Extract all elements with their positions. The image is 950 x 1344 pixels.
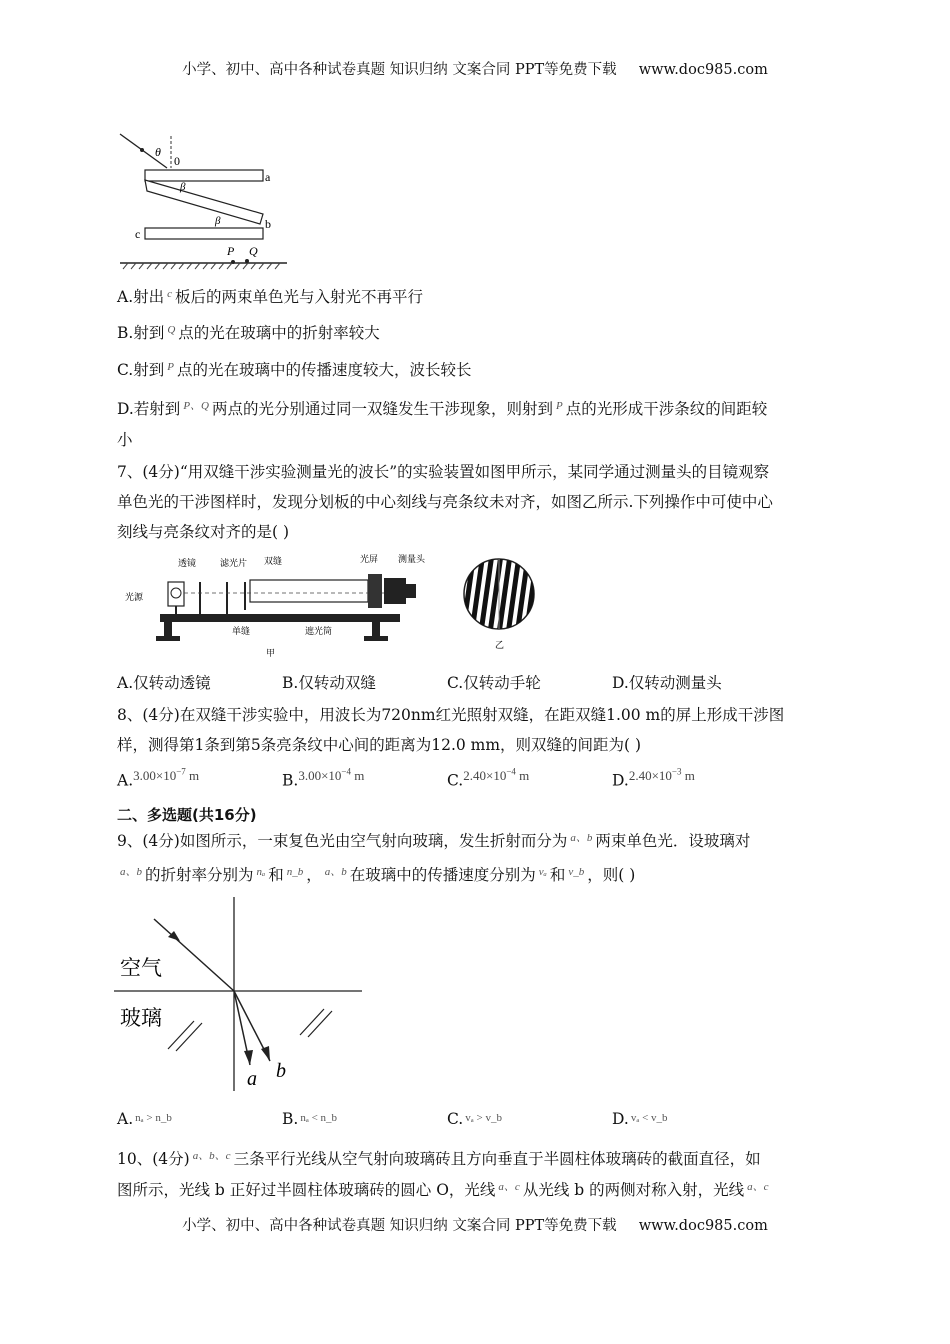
ray-a-label: a [247,1068,257,1090]
q7-option-c: C.仅转动手轮 [447,674,541,692]
q9-figure [110,895,366,1095]
screen-block [368,574,382,608]
measuring-head [384,578,406,604]
label-single-slit: 单缝 [232,626,251,636]
q10-line-2: 图所示，光线 b 正好过半圆柱体玻璃砖的圆心 O，光线 $^{a、c}$ 从光线 b 的两侧对称入射，光线 $^{a、c}$ [117,1181,769,1199]
ground-hatch [123,263,280,269]
label-screen: 光屏 [360,554,379,564]
rail-foot-left [156,636,180,641]
shading-tube [250,580,368,602]
q6-option-a: A.射出 $^c$ 板后的两束单色光与入射光不再平行 [117,288,424,306]
tilted-plate [145,180,263,224]
label-filter: 滤光片 [220,558,248,568]
q9-option-b: B. nₐ < n_b [282,1110,338,1128]
rail-leg-left [164,622,172,636]
page-footer [0,1214,950,1235]
point-p-label: P [227,244,235,258]
footer-text: 小学、初中、高中各种试卷真题 知识归纳 文案合同 PPT等免费下载 [182,1218,617,1234]
label-jia: 甲 [266,648,276,658]
q8-option-d: D.$^{2.40\times 10^{-3} m}$ [612,767,695,790]
rail-leg-right [372,622,380,636]
q8-line-2: 样，测得第1条到第5条亮条纹中心间的距离为12.0 mm，则双缝的间距为( ) [117,736,642,754]
q8-option-c: C.$^{2.40\times 10^{-4} m}$ [447,767,530,790]
section-title: 二、多选题(共16分) [117,806,257,824]
q6-option-c: C.射到 $^P$ 点的光在玻璃中的传播速度较大，波长较长 [117,361,472,379]
label-head: 测量头 [398,554,426,564]
q7-option-a: A.仅转动透镜 [117,674,211,692]
plate-c [145,228,263,239]
q9-option-a: A. nₐ > n_b [117,1110,172,1128]
glass-label: 玻璃 [120,1006,162,1030]
beta-label-2: β [215,215,221,227]
header-text: 小学、初中、高中各种试卷真题 知识归纳 文案合同 PPT等免费下载 [182,62,617,78]
q6-option-b: B.射到 $^Q$ 点的光在玻璃中的折射率较大 [117,324,380,342]
origin-label: 0 [174,154,180,168]
ray-a-arrow [244,1050,253,1065]
q9-option-d: D. vₐ < v_b [612,1110,668,1128]
q10-line-1: 10、(4分) $^{a、b、c}$ 三条平行光线从空气射向玻璃砖且方向垂直于半圆柱体玻璃砖的截面直径，如 [117,1150,761,1168]
q6-figure [115,128,295,270]
beta-label-1: β [180,181,186,193]
q7-line-2: 单色光的干涉图样时，发现分划板的中心刻线与亮条纹未对齐，如图乙所示.下列操作中可使中心 [117,493,773,511]
ray-arrow-dot [140,148,144,152]
air-label: 空气 [120,956,162,980]
label-tube: 遮光筒 [305,626,333,636]
bulb [171,588,181,598]
label-lens: 透镜 [178,558,197,568]
plate-b-label: b [265,217,271,231]
q8-option-b: B.$^{3.00\times 10^{-4} m}$ [282,767,365,790]
label-double-slit: 双缝 [264,556,283,566]
q8-option-a: A.$^{3.00\times 10^{-7} m}$ [117,767,200,790]
plate-a-label: a [265,170,271,184]
label-yi: 乙 [495,640,505,650]
q6-option-d-tail: 小 [117,431,133,449]
rail-foot-right [364,636,388,641]
eyepiece [406,584,416,598]
q7-figure-yi [462,554,538,654]
q7-option-b: B.仅转动双缝 [282,674,376,692]
q7-figure-jia [120,552,438,662]
ray-b-label: b [276,1060,286,1082]
point-q-label: Q [249,244,258,258]
label-source: 光源 [125,592,144,602]
plate-a [145,170,263,181]
q8-line-1: 8、(4分)在双缝干涉实验中，用波长为720nm红光照射双缝，在距双缝1.00 m的屏上形成干涉图 [117,706,785,724]
q7-line-3: 刻线与亮条纹对齐的是( ) [117,523,290,541]
q9-line-1: 9、(4分)如图所示，一束复色光由空气射向玻璃，发生折射而分为 $^{a、b}$ 两束单色光．设玻璃对 [117,832,751,850]
hatch [300,1009,324,1035]
q9-option-c: C. vₐ > v_b [447,1110,502,1128]
q9-line-2: $^{a、b}$ 的折射率分别为 $^{n_a}$ 和 $^{n\_b}$ ， $^{a、b}$ 在玻璃中的传播速度分别为 $^{v_a}$ 和 $^{v\_b}$ ，则( ) [120,866,636,884]
plate-c-label: c [135,227,141,241]
ray-b-arrow [261,1046,270,1061]
header-site: www.doc985.com [638,62,768,78]
footer-site: www.doc985.com [638,1218,768,1234]
page-header [0,58,950,79]
rail [160,614,400,622]
theta-label: θ [155,145,161,159]
q7-line-1: 7、(4分)“用双缝干涉实验测量光的波长”的实验装置如图甲所示，某同学通过测量头的目镜观察 [117,463,770,481]
q7-option-d: D.仅转动测量头 [612,674,722,692]
incident-ray [154,919,234,991]
hatch [308,1011,332,1037]
q6-option-d: D.若射到 $^{P、Q}$ 两点的光分别通过同一双缝发生干涉现象，则射到 $^P$ 点的光形成干涉条纹的间距较 [117,400,768,418]
